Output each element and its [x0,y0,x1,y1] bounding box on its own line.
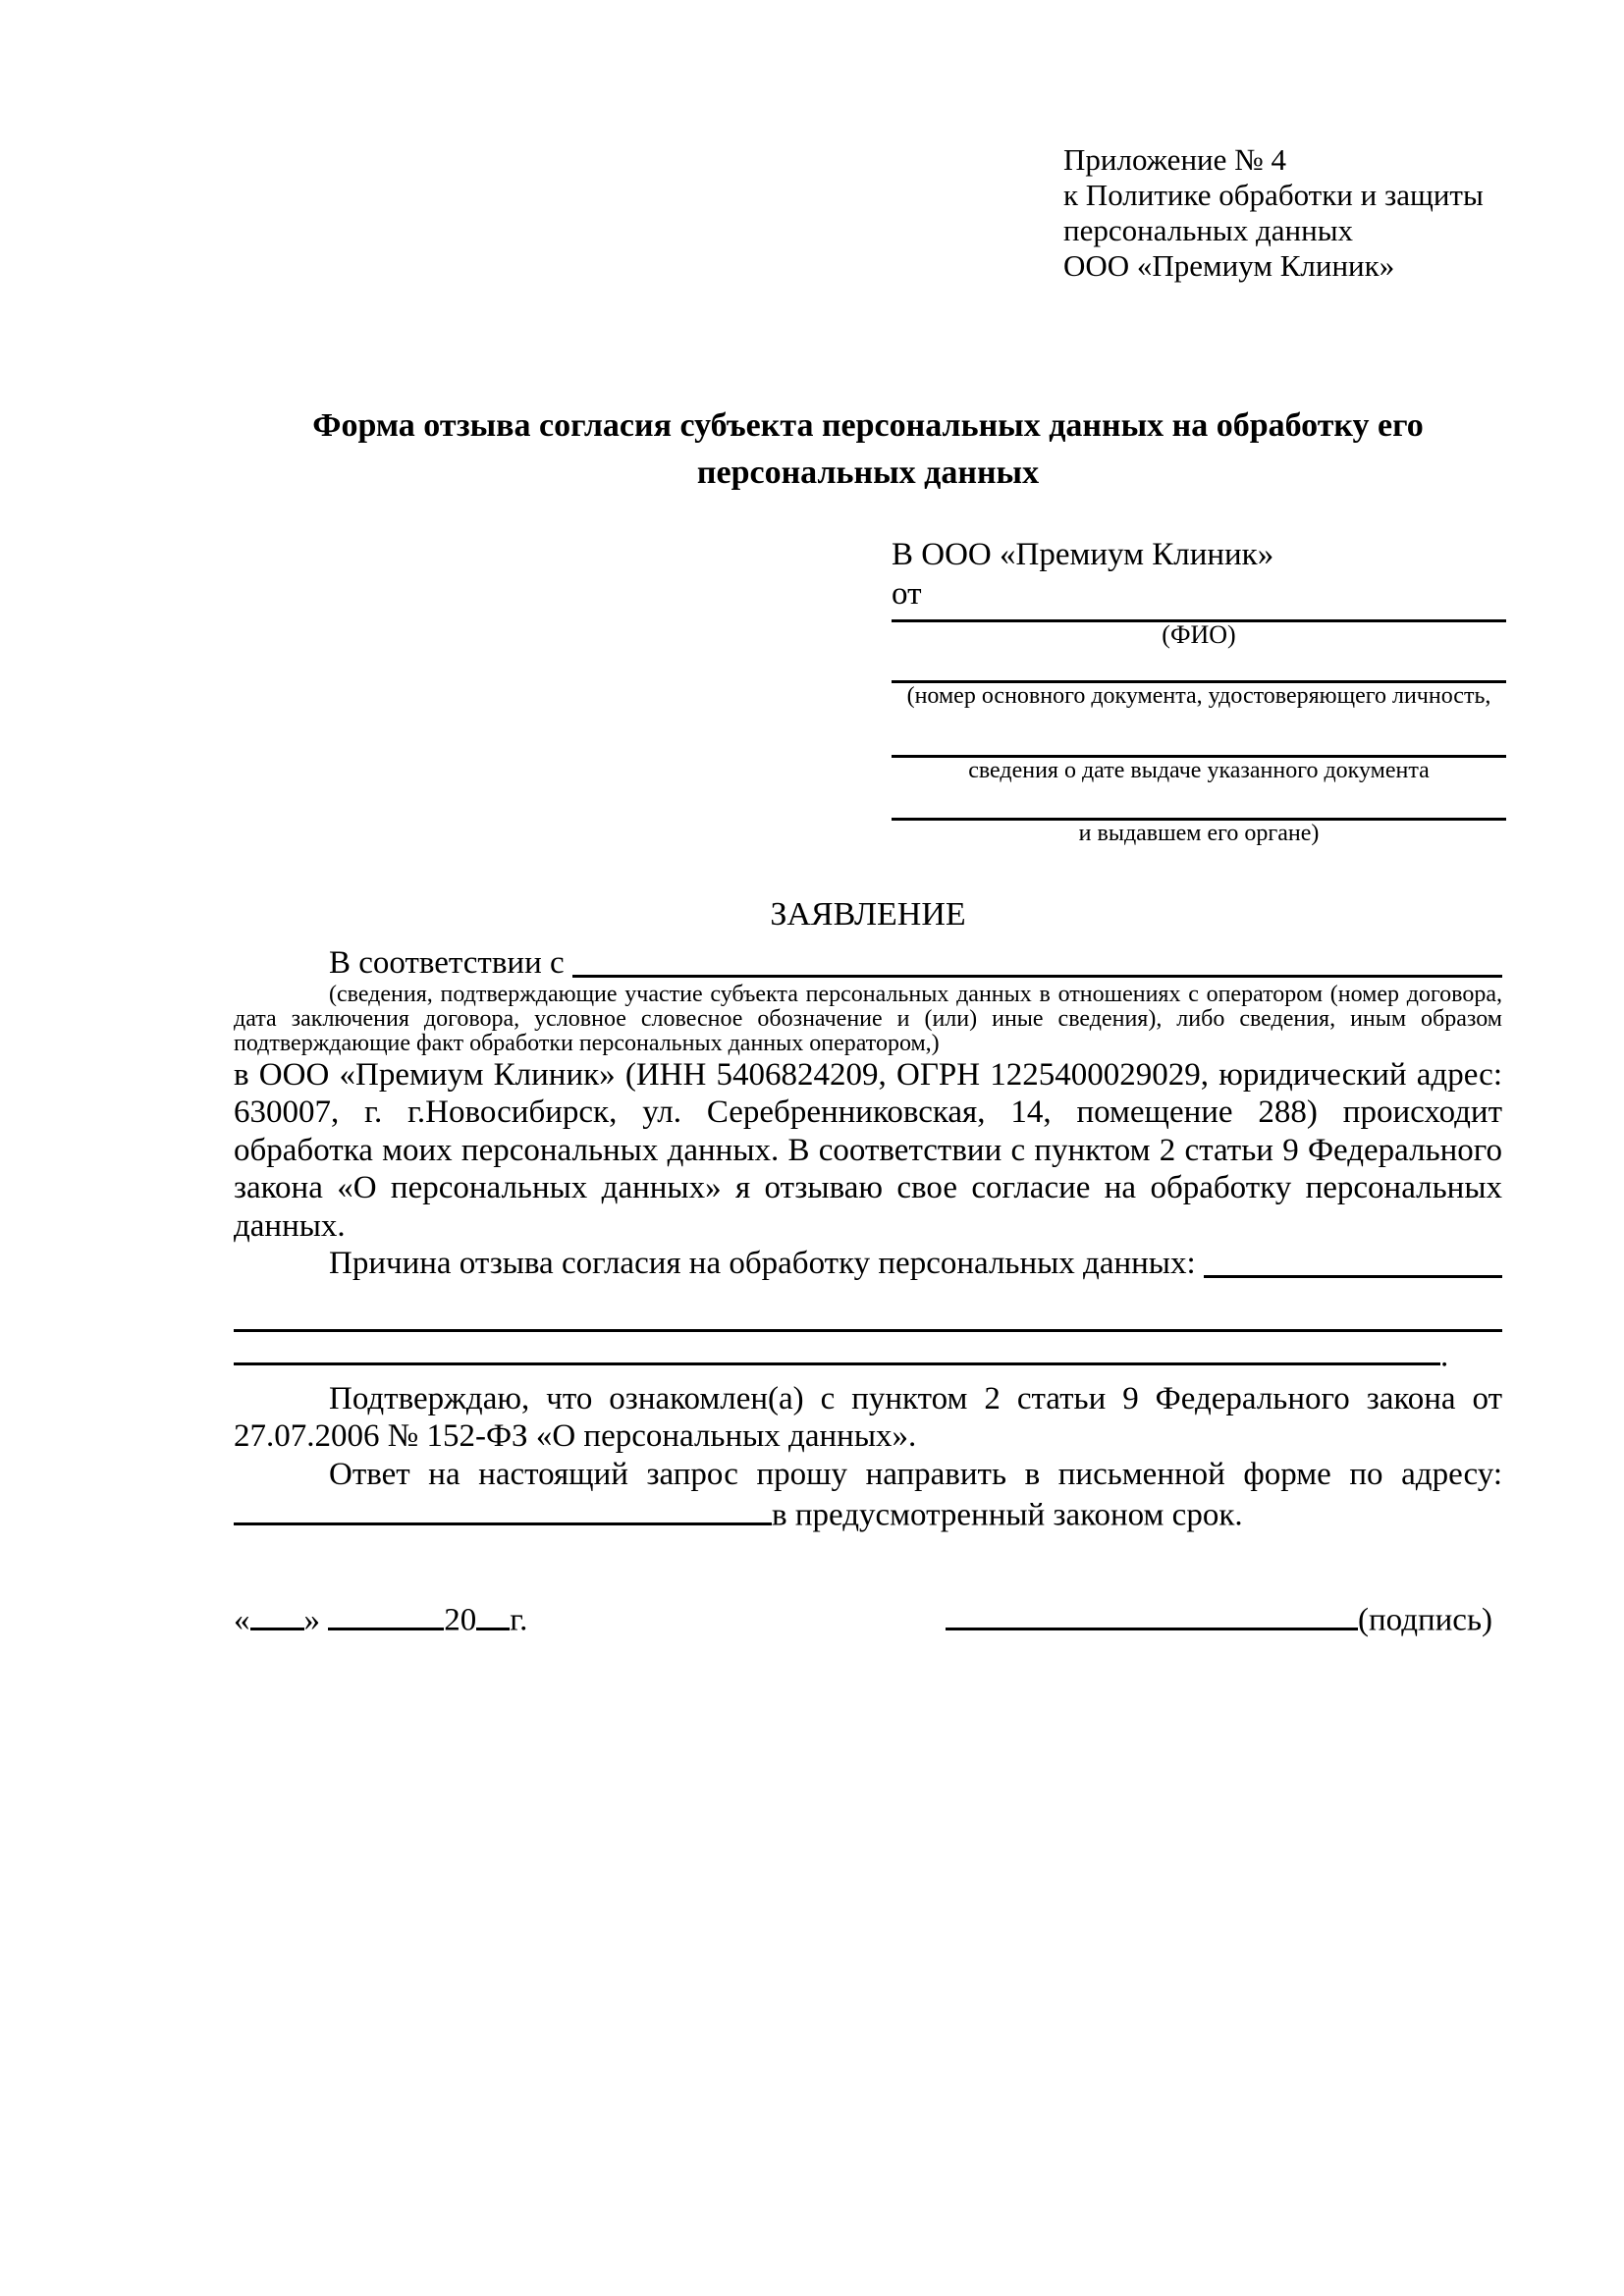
period: . [1440,1338,1449,1374]
annex-line: ООО «Премиум Клиник» [1063,248,1395,283]
reason-blank-line[interactable] [1204,1275,1502,1278]
year-suffix: г. [510,1603,528,1639]
close-quote: » [303,1603,329,1639]
addressee-block [892,535,1506,846]
year-blank-line[interactable] [476,1598,510,1630]
month-blank-line[interactable] [328,1598,444,1630]
annex-reference [1063,142,1502,284]
reply-paragraph-line1: Ответ на настоящий запрос прошу направить в письменной форме по адресу: [329,1456,1502,1492]
reason-continuation-blank-line-2[interactable] [234,1334,1440,1366]
issue-date-blank-line[interactable] [892,709,1506,758]
fio-caption: (ФИО) [1162,620,1236,649]
basis-blank-line[interactable] [572,975,1502,978]
year-prefix: 20 [444,1603,477,1639]
day-blank-line[interactable] [250,1598,304,1630]
signature-date-row [234,1598,1502,1639]
intro-line [234,944,1502,983]
addressee-from: от [892,576,922,612]
annex-line: Приложение № 4 [1063,142,1286,177]
open-quote: « [234,1603,250,1639]
fine-print-note: (сведения, подтверждающие участие субъекта персональных данных в отношениях с оператором (номер договора, дата заключения договора, условное словесное обозначение и (или) иные сведения), либо сведения, иным образом подтверждающие факт обработки персональных данных оператором,) [234,981,1502,1056]
reason-line [234,1245,1502,1283]
date-line [234,1598,527,1639]
signature-line [946,1598,1492,1639]
form-title: Форма отзыва согласия субъекта персональных данных на обработку его персональных данных [312,407,1424,491]
annex-line: к Политике обработки и защиты [1063,178,1484,212]
reply-paragraph-line2 [234,1493,1502,1534]
issuing-authority-caption: и выдавшем его органе) [1078,821,1320,846]
address-blank-line[interactable] [234,1493,772,1525]
signature-blank-line[interactable] [946,1598,1358,1630]
document-number-caption: (номер основного документа, удостоверяющего личность, [906,683,1491,709]
confirmation-paragraph: Подтверждаю, что ознакомлен(а) с пунктом 2 статьи 9 Федерального закона от 27.07.2006 № 152-ФЗ «О персональных данных». [234,1380,1502,1455]
issue-date-caption: сведения о дате выдаче указанного документа [968,758,1430,783]
reason-continuation-blank-line[interactable] [234,1329,1502,1332]
annex-line: персональных данных [1063,213,1354,247]
reason-label: Причина отзыва согласия на обработку персональных данных: [329,1246,1204,1281]
intro-text: В соответствии с [329,945,572,981]
document-number-blank-line[interactable] [892,648,1506,683]
signature-caption: (подпись) [1358,1603,1492,1639]
reply-line2-suffix: в предусмотренный законом срок. [772,1497,1243,1533]
statement-body: в ООО «Премиум Клиник» (ИНН 5406824209, ОГРН 1225400029029, юридический адрес: 630007, г. г.Новосибирск, ул. Серебренниковская, 14, помещение 288) происходит обработка моих персональных данных. В соответствии с пунктом 2 статьи 9 Федерального закона «О персональных данных» я отзываю свое согласие на обработку персональных данных. [234,1056,1502,1244]
addressee-to: В ООО «Премиум Клиник» [892,537,1274,572]
reason-continuation-row [234,1334,1502,1375]
issuing-authority-blank-line[interactable] [892,783,1506,821]
statement-heading: ЗАЯВЛЕНИЕ [770,896,966,933]
